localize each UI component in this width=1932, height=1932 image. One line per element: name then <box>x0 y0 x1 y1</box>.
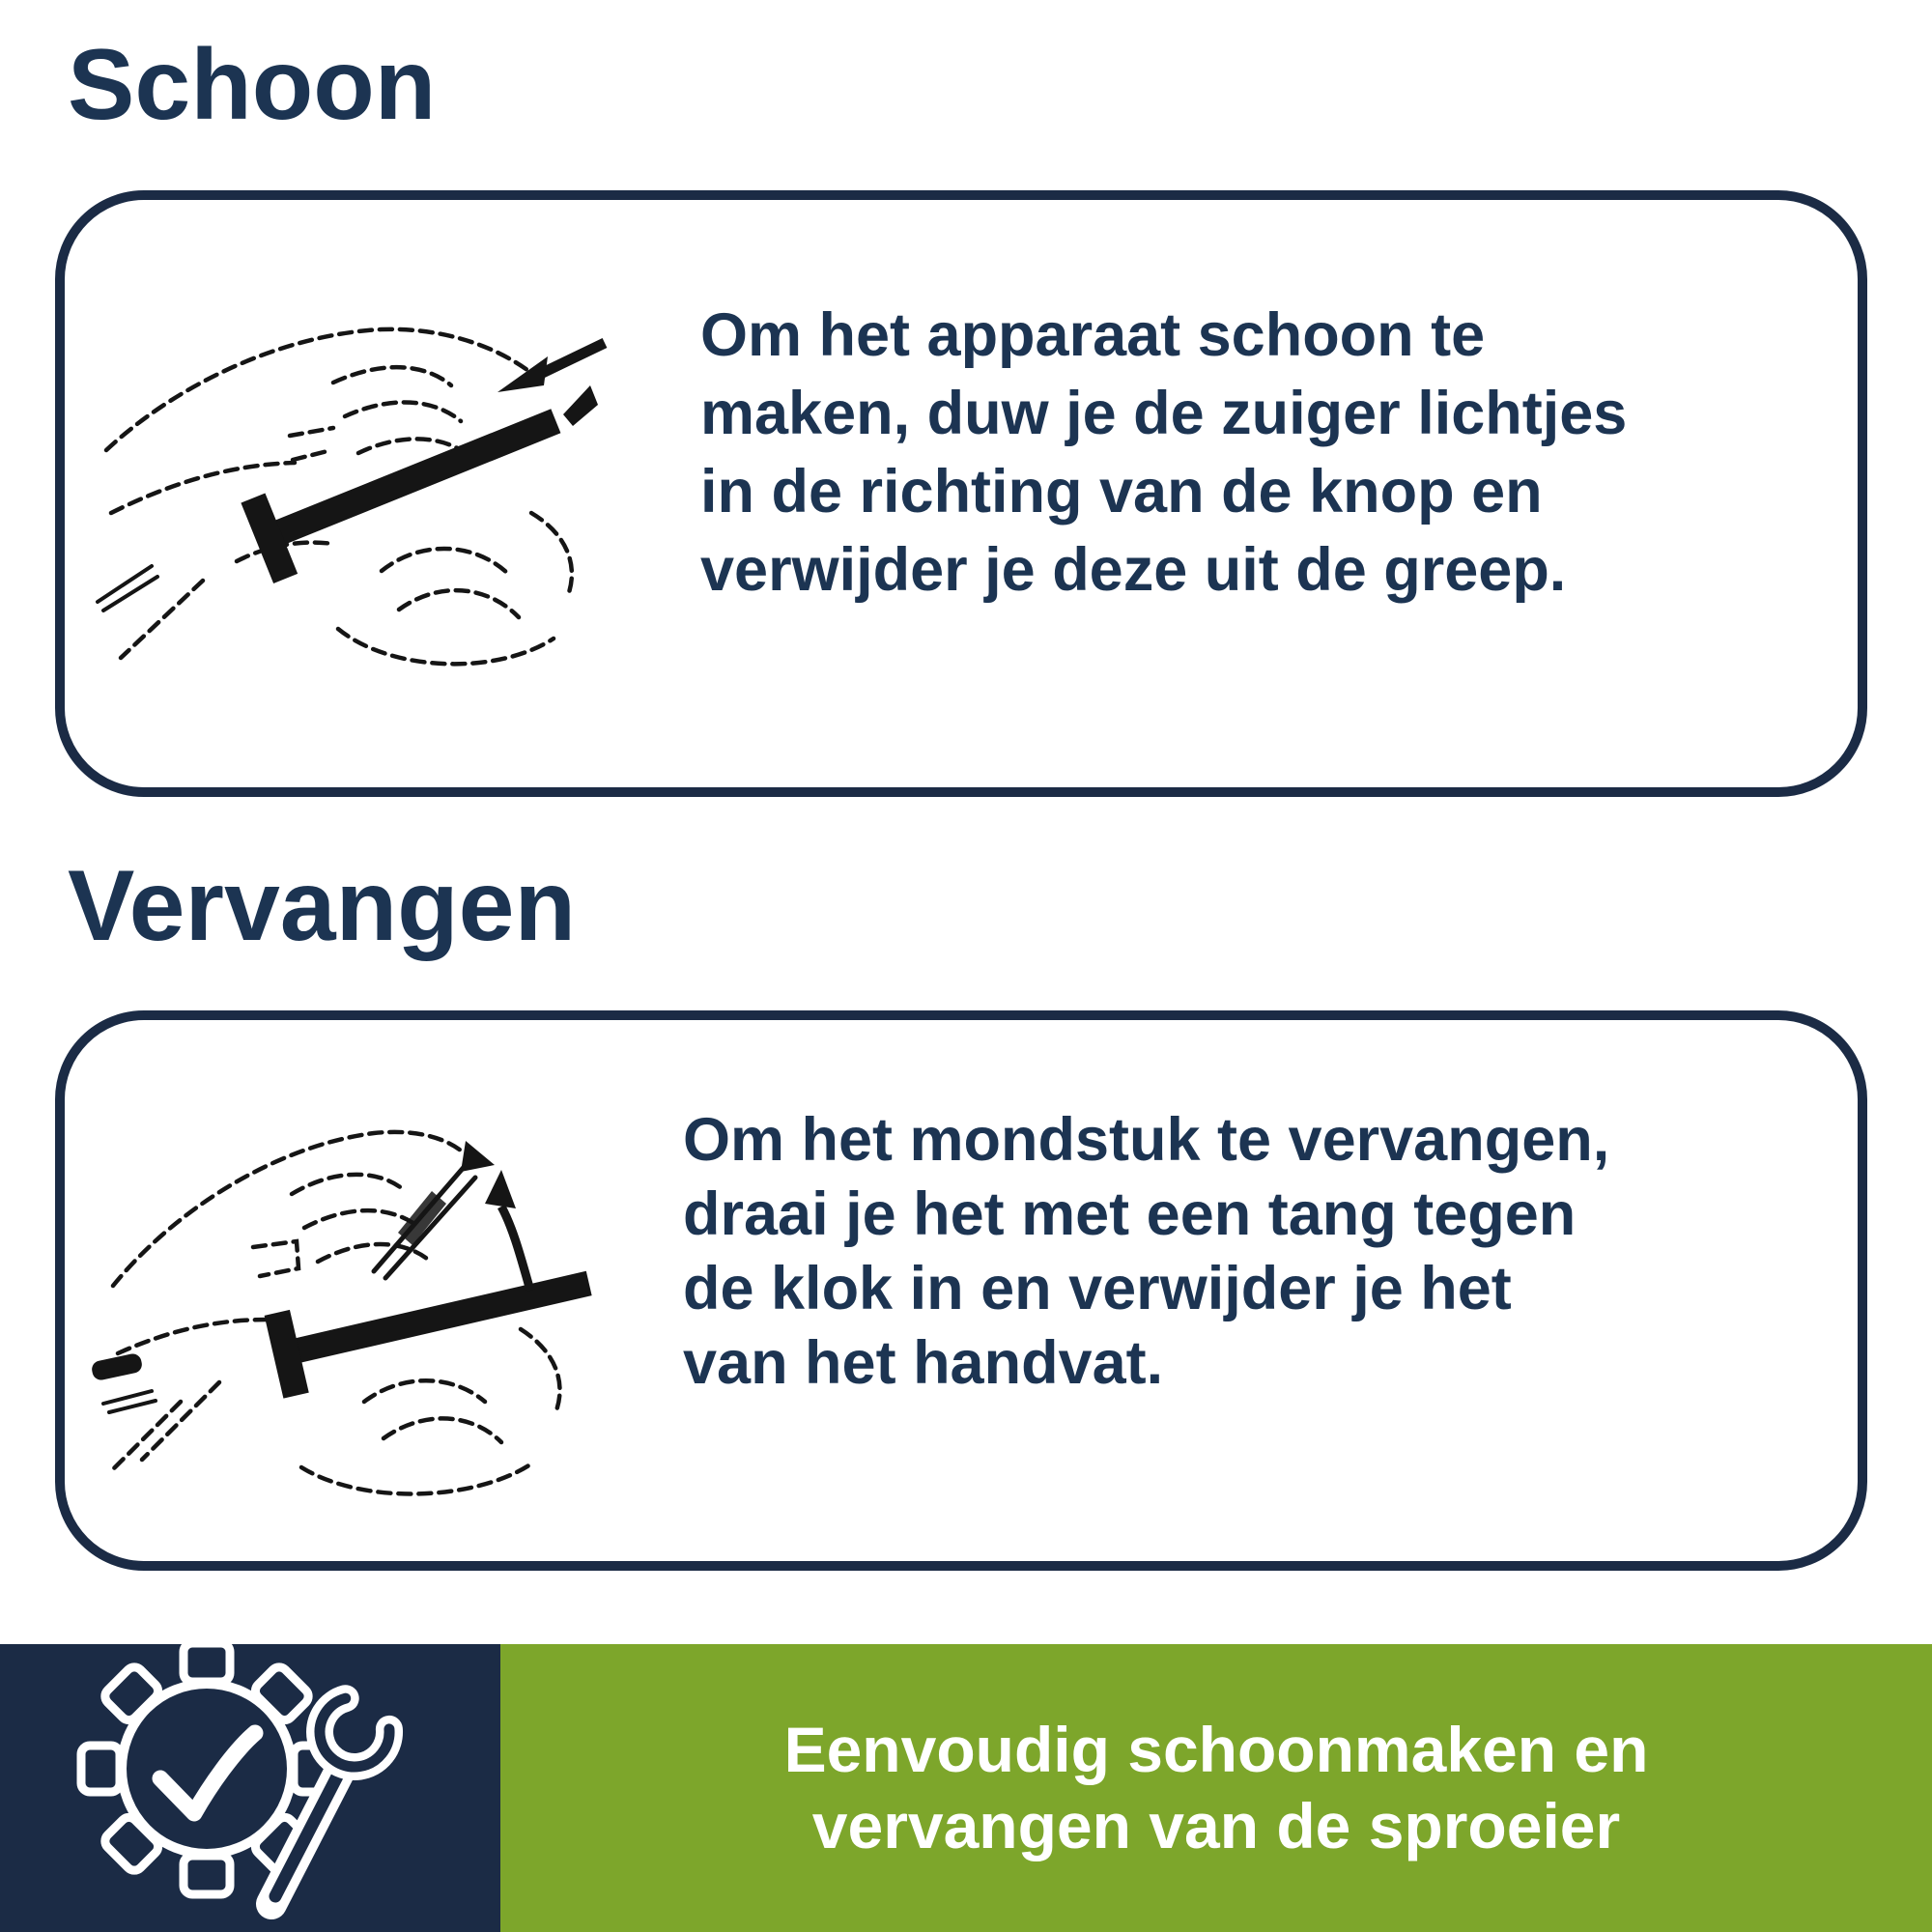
body-line: van het handvat. <box>683 1329 1164 1397</box>
body-line: Om het mondstuk te vervangen, <box>683 1106 1610 1174</box>
body-line: de klok in en verwijder je het <box>683 1255 1512 1322</box>
body-line: in de richting van de knop en <box>700 458 1543 526</box>
body-line: maken, duw je de zuiger lichtjes <box>700 380 1628 447</box>
section-heading-schoon: Schoon <box>68 29 437 141</box>
gear-check-wrench-icon <box>47 1643 453 1932</box>
footer-headline <box>500 1644 1932 1932</box>
footer-headline-line: vervangen van de sproeier <box>811 1790 1621 1861</box>
footer-banner <box>0 1644 1932 1932</box>
hands-pushing-plunger-sketch-icon <box>92 291 647 696</box>
footer-icon-block <box>0 1644 500 1932</box>
section-heading-vervangen: Vervangen <box>68 850 577 962</box>
card-text-vervangen <box>683 1103 1609 1401</box>
body-line: Om het apparaat schoon te <box>700 301 1486 369</box>
card-schoon <box>55 190 1867 797</box>
illustration-replace <box>84 1112 606 1527</box>
hands-twisting-nozzle-sketch-icon <box>84 1112 606 1527</box>
body-line: draai je het met een tang tegen <box>683 1180 1577 1248</box>
card-vervangen <box>55 1010 1867 1571</box>
illustration-clean <box>92 291 647 696</box>
body-line: verwijder je deze uit de greep. <box>700 536 1567 604</box>
footer-headline-line: Eenvoudig schoonmaken en <box>783 1714 1649 1785</box>
card-text-schoon <box>700 297 1627 610</box>
